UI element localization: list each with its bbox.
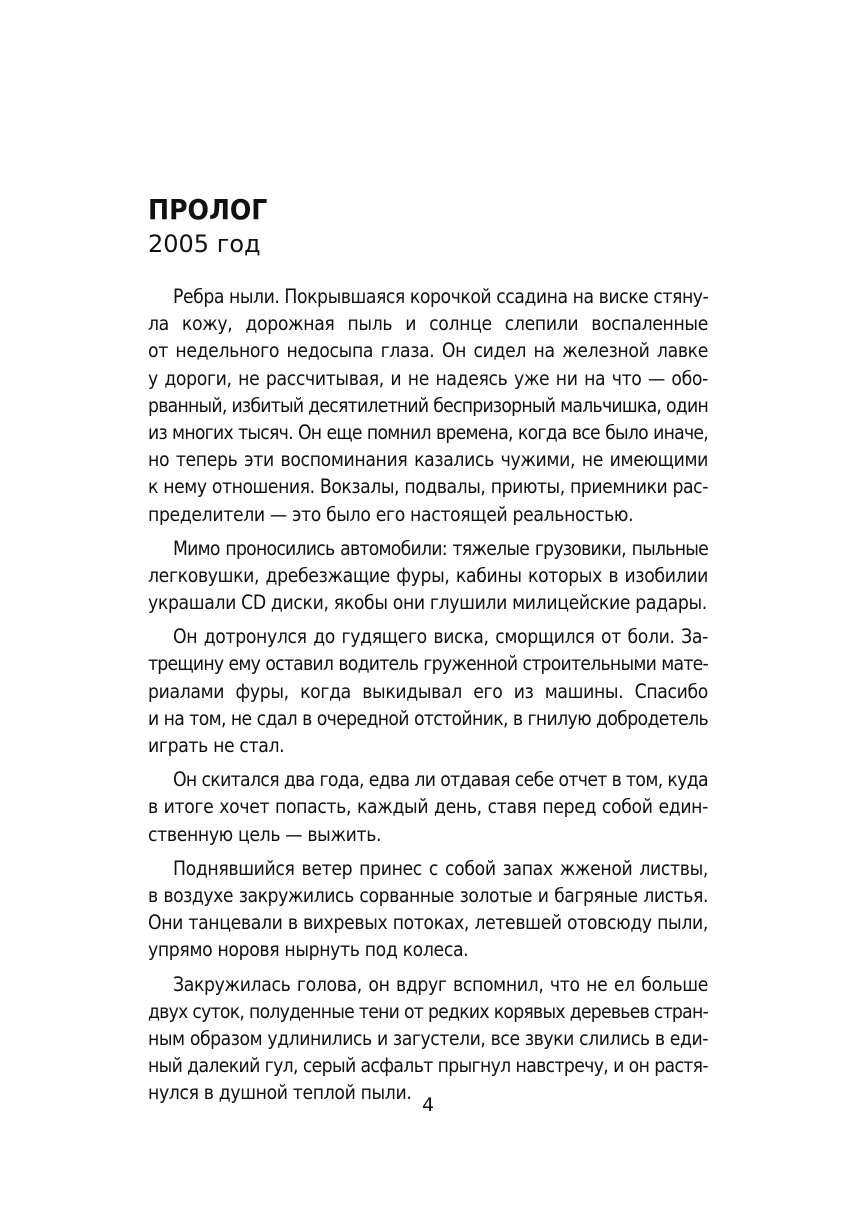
text-line: к нему отношения. Вокзалы, подвалы, приюты, приемники рас-	[148, 475, 708, 499]
text-line: Мимо проносились автомобили: тяжелые грузовики, пыльные	[173, 536, 708, 560]
paragraph	[148, 283, 708, 528]
text-line: украшали CD диски, якобы они глушили милицейские радары.	[148, 591, 707, 615]
text-line: у дороги, не рассчитывая, и не надеясь уже ни на что — обо-	[148, 366, 708, 390]
chapter-subtitle: 2005 год	[148, 230, 261, 258]
page-number: 4	[421, 1094, 435, 1116]
text-line: Ребра ныли. Покрывшаяся корочкой ссадина на виске стяну-	[173, 285, 709, 308]
text-line: Они танцевали в вихревых потоках, летевшей отовсюду пыли,	[148, 911, 708, 935]
paragraph	[148, 535, 708, 617]
paragraph	[148, 855, 708, 964]
text-line: Он скитался два года, едва ли отдавая себе отчет в том, куда	[173, 768, 708, 792]
body-text	[148, 283, 708, 1113]
text-line: Он дотронулся до гудящего виска, сморщился от боли. За-	[173, 625, 708, 649]
text-line: рванный, избитый десятилетний беспризорный мальчишка, один	[148, 393, 708, 417]
text-line: Поднявшийся ветер принес с собой запах жженой листвы,	[173, 856, 708, 880]
text-line: играть не стал.	[148, 734, 285, 757]
text-line: трещину ему оставил водитель груженной строительными мате-	[148, 652, 708, 676]
text-line: в итоге хочет попасть, каждый день, ставя перед собой един-	[148, 795, 708, 819]
text-line: ственную цель — выжить.	[148, 822, 382, 846]
text-line: в воздухе закружились сорванные золотые и багряные листья.	[148, 883, 708, 907]
chapter-title: ПРОЛОГ	[148, 193, 268, 226]
paragraph	[148, 623, 708, 759]
paragraph	[148, 766, 708, 848]
text-line: Закружилась голова, он вдруг вспомнил, что не ел больше	[173, 972, 708, 996]
text-line: легковушки, дребезжащие фуры, кабины которых в изобилии	[148, 563, 708, 587]
text-line: из многих тысяч. Он еще помнил времена, когда все было иначе,	[148, 420, 708, 444]
text-line: от недельного недосыпа глаза. Он сидел на железной лавке	[148, 339, 708, 363]
text-line: но теперь эти воспоминания казались чужими, не имеющими	[148, 448, 708, 472]
text-line: нулся в душной теплой пыли.	[148, 1081, 412, 1105]
text-line: ла кожу, дорожная пыль и солнце слепили воспаленные	[148, 312, 708, 336]
text-line: упрямо норовя нырнуть под колеса.	[148, 938, 469, 962]
text-line: и на том, не сдал в очередной отстойник, в гнилую добродетель	[148, 706, 708, 730]
paragraph	[148, 971, 708, 1107]
text-line: ный далекий гул, серый асфальт прыгнул навстречу, и он растя-	[148, 1054, 708, 1078]
text-line: риалами фуры, когда выкидывал его из машины. Спасибо	[148, 679, 708, 703]
text-line: пределители — это было его настоящей реальностью.	[148, 502, 634, 526]
text-line: ным образом удлинились и загустели, все звуки слились в еди-	[148, 1026, 708, 1050]
text-line: двух суток, полуденные тени от редких корявых деревьев стран-	[148, 999, 708, 1023]
